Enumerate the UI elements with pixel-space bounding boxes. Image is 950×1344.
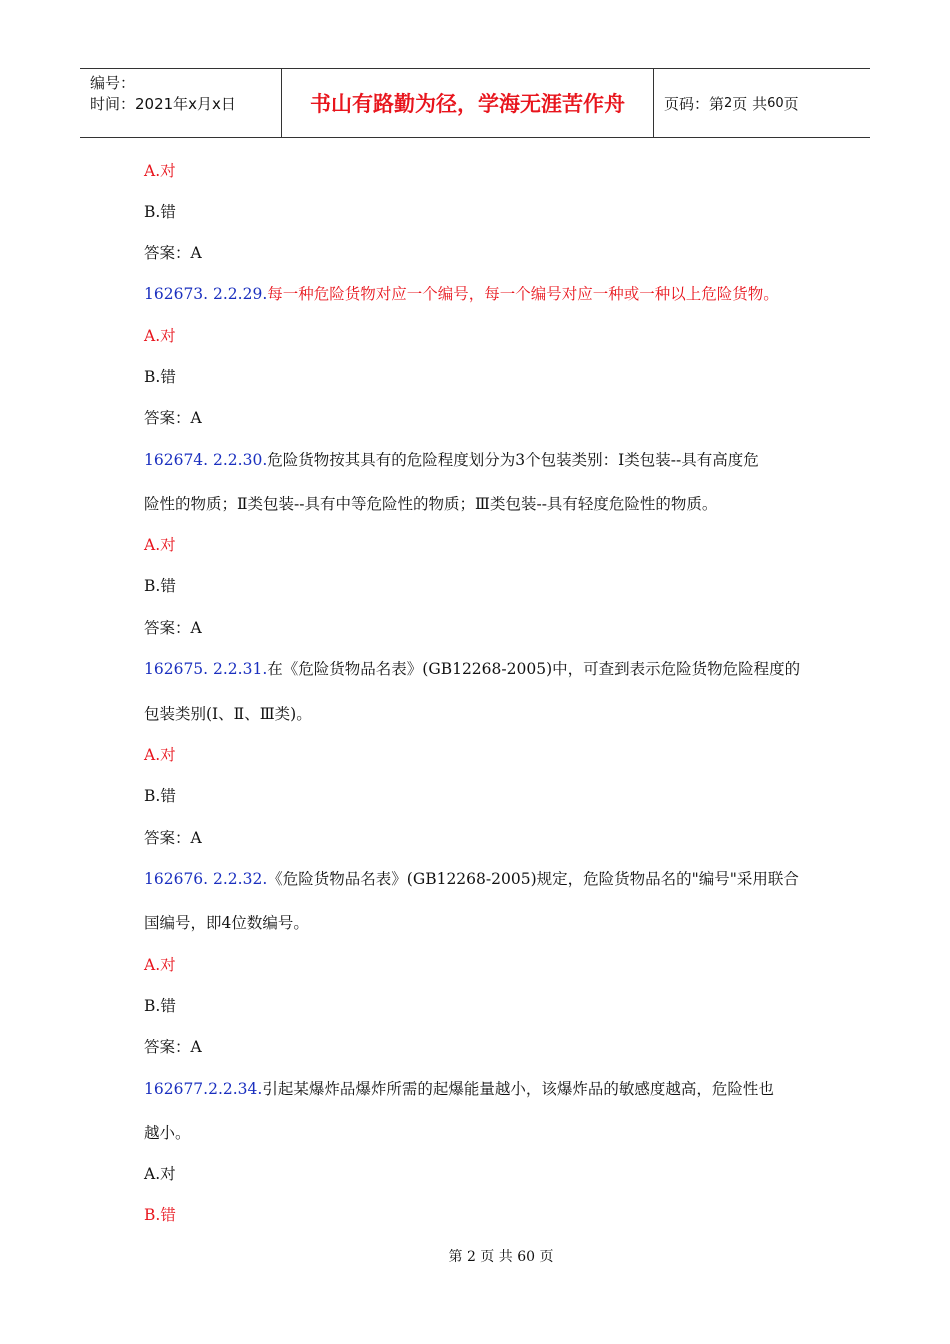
answer: 答案：A <box>144 619 202 637</box>
question-text-cont: 国编号，即4位数编号。 <box>144 914 309 932</box>
question-line <box>144 659 800 679</box>
question-line <box>144 869 799 889</box>
question-id: 162676. 2.2.32. <box>144 870 268 888</box>
option-b: B.错 <box>144 1206 176 1224</box>
question-line <box>144 1079 774 1099</box>
question-text-cont: 越小。 <box>144 1124 191 1142</box>
question-id: 162673. 2.2.29. <box>144 285 268 303</box>
option-b: B.错 <box>144 577 176 595</box>
option-b: B.错 <box>144 787 176 805</box>
document-header <box>80 68 870 138</box>
page-mid: 页 共 <box>732 94 768 113</box>
header-page-info <box>654 69 870 137</box>
answer: 答案：A <box>144 409 202 427</box>
question-text: 引起某爆炸品爆炸所需的起爆能量越小，该爆炸品的敏感度越高，危险性也 <box>262 1080 774 1098</box>
answer: 答案：A <box>144 1038 202 1056</box>
option-b: B.错 <box>144 203 176 221</box>
question-line <box>144 284 779 304</box>
option-a: A.对 <box>144 536 176 554</box>
option-b: B.错 <box>144 997 176 1015</box>
question-text: 危险货物按其具有的危险程度划分为3个包装类别：Ⅰ类包装--具有高度危 <box>267 451 759 469</box>
question-id: 162674. 2.2.30. <box>144 451 268 469</box>
option-b: B.错 <box>144 368 176 386</box>
question-id: 162677.2.2.34. <box>144 1080 263 1098</box>
option-a: A.对 <box>144 956 176 974</box>
option-a: A.对 <box>144 1165 176 1183</box>
option-a: A.对 <box>144 162 176 180</box>
header-motto-cell <box>282 69 654 137</box>
option-a: A.对 <box>144 327 176 345</box>
time-label: 时间：2021年x月x日 <box>90 95 236 113</box>
option-a: A.对 <box>144 746 176 764</box>
question-id: 162675. 2.2.31. <box>144 660 268 678</box>
page-number: 2 <box>724 95 733 111</box>
header-meta <box>80 69 282 137</box>
page-suffix: 页 <box>783 94 799 113</box>
page-footer: 第 2 页 共 60 页 <box>448 1249 554 1265</box>
question-text-cont: 包装类别(Ⅰ、Ⅱ、Ⅲ类)。 <box>144 705 312 723</box>
answer: 答案：A <box>144 829 202 847</box>
page-prefix: 页码：第 <box>664 94 725 113</box>
answer: 答案：A <box>144 244 202 262</box>
question-text: 《危险货物品名表》(GB12268-2005)规定，危险货物品名的"编号"采用联合 <box>267 870 799 888</box>
question-line <box>144 450 759 470</box>
header-motto: 书山有路勤为径，学海无涯苦作舟 <box>310 92 625 116</box>
question-text-cont: 险性的物质；Ⅱ类包装--具有中等危险性的物质；Ⅲ类包装--具有轻度危险性的物质。 <box>144 495 718 513</box>
number-label: 编号： <box>90 74 136 92</box>
question-text: 每一种危险货物对应一个编号，每一个编号对应一种或一种以上危险货物。 <box>267 285 779 303</box>
question-text: 在《危险货物品名表》(GB12268-2005)中，可查到表示危险货物危险程度的 <box>267 660 801 678</box>
page-total: 60 <box>767 95 784 111</box>
